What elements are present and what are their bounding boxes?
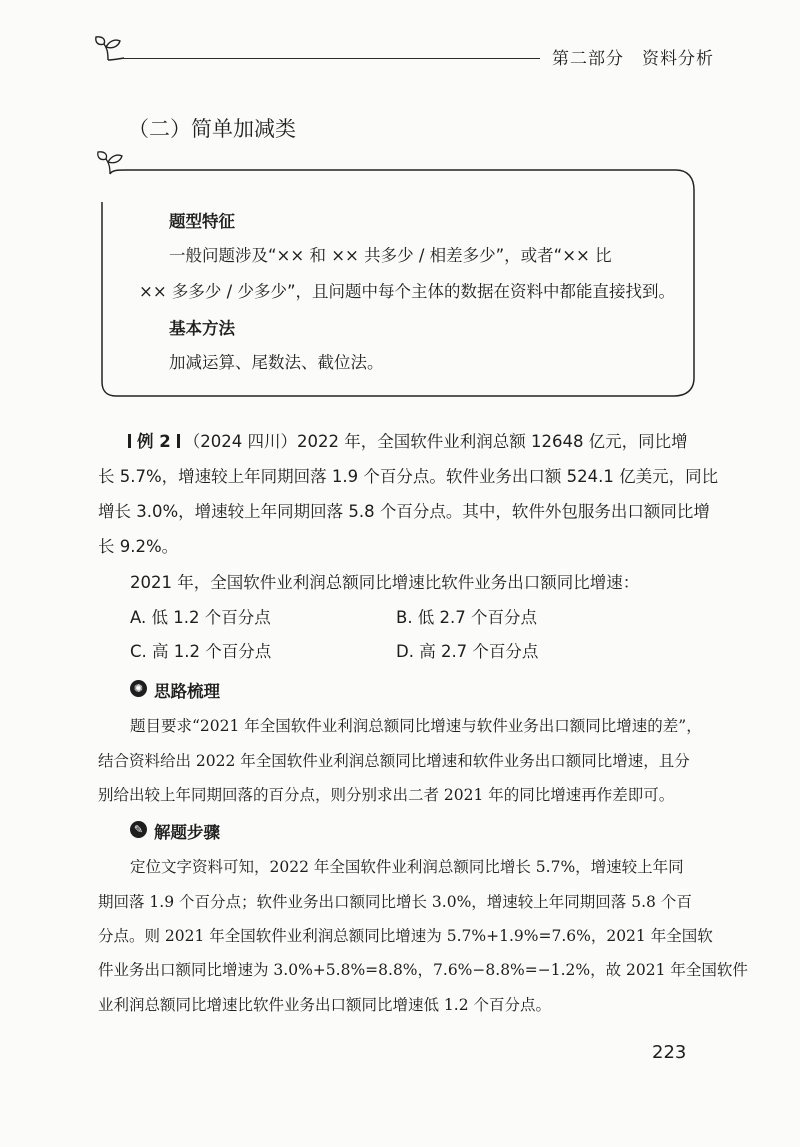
steps-heading: 解题步骤	[154, 823, 220, 842]
option-c: C. 高 1.2 个百分点	[130, 642, 272, 661]
steps-line-2: 期回落 1.9 个百分点；软件业务出口额同比增长 3.0%，增速较上年同期回落 5.8 个百	[98, 893, 692, 911]
header-section-label: 第二部分 资料分析	[552, 49, 714, 69]
thinking-line-2: 结合资料给出 2022 年全国软件业利润总额同比增速和软件业务出口额同比增速，且分	[98, 752, 690, 770]
example-label-bar-left	[128, 434, 131, 448]
box-features-line-2: ×× 多多少 / 少多少”，且问题中每个主体的数据在资料中都能直接找到。	[139, 282, 675, 301]
thinking-line-1: 题目要求“2021 年全国软件业利润总额同比增速与软件业务出口额同比增速的差”，	[130, 717, 702, 735]
lightbulb-icon: ✺	[130, 680, 147, 697]
example-line-2: 长 5.7%，增速较上年同期回落 1.9 个百分点。软件业务出口额 524.1 亿美元，同比	[98, 467, 719, 486]
example-line-1-text: （2024 四川）2022 年，全国软件业利润总额 12648 亿元，同比增	[183, 432, 688, 451]
example-line-4: 长 9.2%。	[98, 537, 179, 556]
box-features-line-1: 一般问题涉及“×× 和 ×× 共多少 / 相差多少”，或者“×× 比	[169, 246, 612, 265]
question: 2021 年，全国软件业利润总额同比增速比软件业务出口额同比增速：	[130, 573, 640, 592]
option-d: D. 高 2.7 个百分点	[396, 642, 539, 661]
example-label: 例 2	[137, 432, 171, 451]
page-number: 223	[652, 1042, 687, 1063]
pencil-icon: ✎	[130, 821, 147, 838]
steps-line-5: 业利润总额同比增速比软件业务出口额同比增速低 1.2 个百分点。	[98, 996, 552, 1014]
box-method-line: 加减运算、尾数法、截位法。	[169, 353, 384, 372]
steps-line-1: 定位文字资料可知，2022 年全国软件业利润总额同比增长 5.7%，增速较上年同	[130, 858, 684, 876]
example-line-3: 增长 3.0%，增速较上年同期回落 5.8 个百分点。其中，软件外包服务出口额同比增	[98, 502, 710, 521]
box-heading-features: 题型特征	[169, 212, 235, 231]
box-heading-method: 基本方法	[169, 319, 235, 338]
section-title: （二）简单加减类	[128, 117, 296, 141]
steps-line-3: 分点。则 2021 年全国软件业利润总额同比增速为 5.7%+1.9%=7.6%，2021 年全国软	[98, 927, 713, 945]
example-label-bar-right	[177, 434, 180, 448]
example-line-1	[128, 428, 688, 452]
header-rule	[122, 58, 540, 59]
option-b: B. 低 2.7 个百分点	[396, 608, 538, 627]
option-a: A. 低 1.2 个百分点	[130, 608, 271, 627]
thinking-heading: 思路梳理	[154, 682, 220, 701]
thinking-line-3: 别给出较上年同期回落的百分点，则分别求出二者 2021 年的同比增速再作差即可。	[98, 786, 675, 804]
steps-line-4: 件业务出口额同比增速为 3.0%+5.8%=8.8%，7.6%−8.8%=−1.2%，故 2021 年全国软件	[98, 961, 748, 979]
